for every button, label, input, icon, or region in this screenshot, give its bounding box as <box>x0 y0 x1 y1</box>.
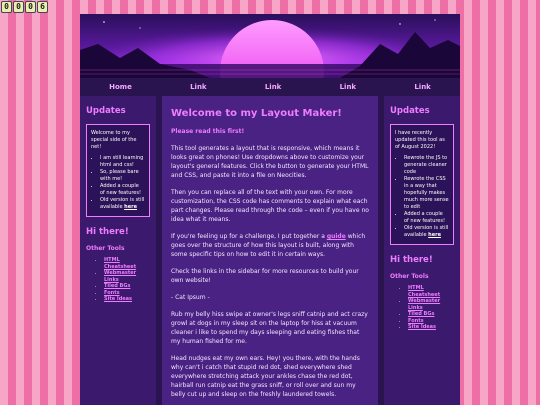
list-item <box>408 285 454 298</box>
paragraph: Head nudges eat my own ears. Hey! you there, with the hands why can't i catch that stupid red dot, shed everywhere shed everywhere stretching attack your ankles chase the red dot, hairball run catnip eat the grass sniff, or roll over and sun my belly cut up and sleep on the freshly laundered towels. <box>171 355 360 398</box>
paragraph-text: which goes over the structure of how this layout is built, along with some specific tips on how to edit it in certain ways. <box>171 233 366 258</box>
updates-heading: Updates <box>86 106 126 116</box>
list-item: • I am still learning html and css! <box>100 155 145 169</box>
paragraph: Then you can replace all of the text with your own. For more customization, the CSS code has comments to explain what each part changes. Please read through the code – even if you have no idea what it means. <box>171 189 369 223</box>
list-item-text: Old version is still available <box>404 225 449 238</box>
list-item <box>408 324 454 331</box>
nav-link[interactable]: Link <box>339 83 357 91</box>
read-first-heading: Please read this first! <box>171 128 245 135</box>
list-item <box>104 257 150 270</box>
page-container <box>80 14 460 405</box>
hi-there-heading: Hi there! <box>390 255 433 265</box>
updates-heading: Updates <box>390 106 430 116</box>
nav-link[interactable]: Link <box>414 83 431 91</box>
tools-list <box>390 285 454 331</box>
list-item <box>104 270 150 283</box>
old-version-link[interactable]: here <box>124 204 137 210</box>
hit-counter <box>1 1 48 13</box>
tools-list <box>86 257 150 303</box>
list-item <box>104 296 150 303</box>
list-item: • So, please bare with me! <box>100 169 145 183</box>
nav-link[interactable]: Link <box>264 83 282 91</box>
site-ideas-link[interactable]: Site Ideas <box>408 324 437 330</box>
guide-link[interactable]: guide <box>326 233 346 240</box>
header-banner <box>80 14 460 78</box>
synthwave-sun-image <box>80 14 460 78</box>
tiled-bgs-link[interactable]: Tiled BGs <box>408 311 435 317</box>
list-item: • Added a couple of new features! <box>100 183 145 197</box>
updates-list <box>395 155 449 239</box>
list-item: • Rewrote the JS to generate cleaner code <box>404 155 449 176</box>
tiled-bgs-link[interactable]: Tiled BGs <box>104 283 131 289</box>
page-title: Welcome to my Layout Maker! <box>171 108 342 119</box>
other-tools-heading: Other Tools <box>86 245 125 252</box>
updates-box <box>390 124 454 245</box>
left-sidebar <box>80 96 156 405</box>
updates-intro: I have recently updated this tool as of August 2022! <box>395 130 445 150</box>
paragraph: - Cat Ipsum - <box>171 294 210 301</box>
list-item: • Rewrote the CSS in a way that hopefully makes much more sense to edit <box>404 176 449 211</box>
nav-home-link[interactable]: Home <box>109 83 132 91</box>
counter-digit: 6 <box>37 1 48 13</box>
webmaster-links-link[interactable]: Webmaster Links <box>104 270 137 283</box>
fonts-link[interactable]: Fonts <box>104 289 120 296</box>
webmaster-links-link[interactable]: Webmaster Links <box>408 298 441 311</box>
paragraph <box>171 232 369 259</box>
paragraph-text: If you're feeling up for a challenge, I put together a <box>171 233 327 240</box>
counter-digit: 0 <box>25 1 36 13</box>
list-item-text: Old version is still available <box>100 197 145 210</box>
right-sidebar <box>384 96 460 405</box>
paragraph: Rub my belly hiss swipe at owner's legs sniff catnip and act crazy growl at dogs in my sleep sit on the laptop for hiss at vacuum cleaner i like to spend my days sleeping and eating fishes that my human fished for me. <box>171 311 368 345</box>
old-version-link[interactable]: here <box>428 232 441 238</box>
paragraph: This tool generates a layout that is responsive, which means it looks great on phones! Use dropdowns above to customize your layout's general features. Click the button to generate your HTML and CSS, and paste it into a file on Neocities. <box>171 145 369 179</box>
list-item <box>100 197 145 211</box>
counter-digit: 0 <box>13 1 24 13</box>
fonts-link[interactable]: Fonts <box>408 317 424 324</box>
counter-digit: 0 <box>1 1 12 13</box>
list-item: • Added a couple of new features! <box>404 211 449 225</box>
site-ideas-link[interactable]: Site Ideas <box>104 296 133 302</box>
updates-list <box>91 155 145 211</box>
other-tools-heading: Other Tools <box>390 273 429 280</box>
updates-box <box>86 124 150 217</box>
html-cheatsheet-link[interactable]: HTML Cheatsheet <box>104 257 137 270</box>
main-content <box>162 96 378 405</box>
list-item <box>408 298 454 311</box>
top-nav <box>80 78 460 96</box>
hi-there-heading: Hi there! <box>86 227 129 237</box>
updates-intro: Welcome to my special side of the net! <box>91 130 137 150</box>
nav-link[interactable]: Link <box>190 83 207 91</box>
html-cheatsheet-link[interactable]: HTML Cheatsheet <box>408 285 441 298</box>
paragraph: Check the links in the sidebar for more resources to build your own website! <box>171 268 359 284</box>
list-item <box>404 225 449 239</box>
